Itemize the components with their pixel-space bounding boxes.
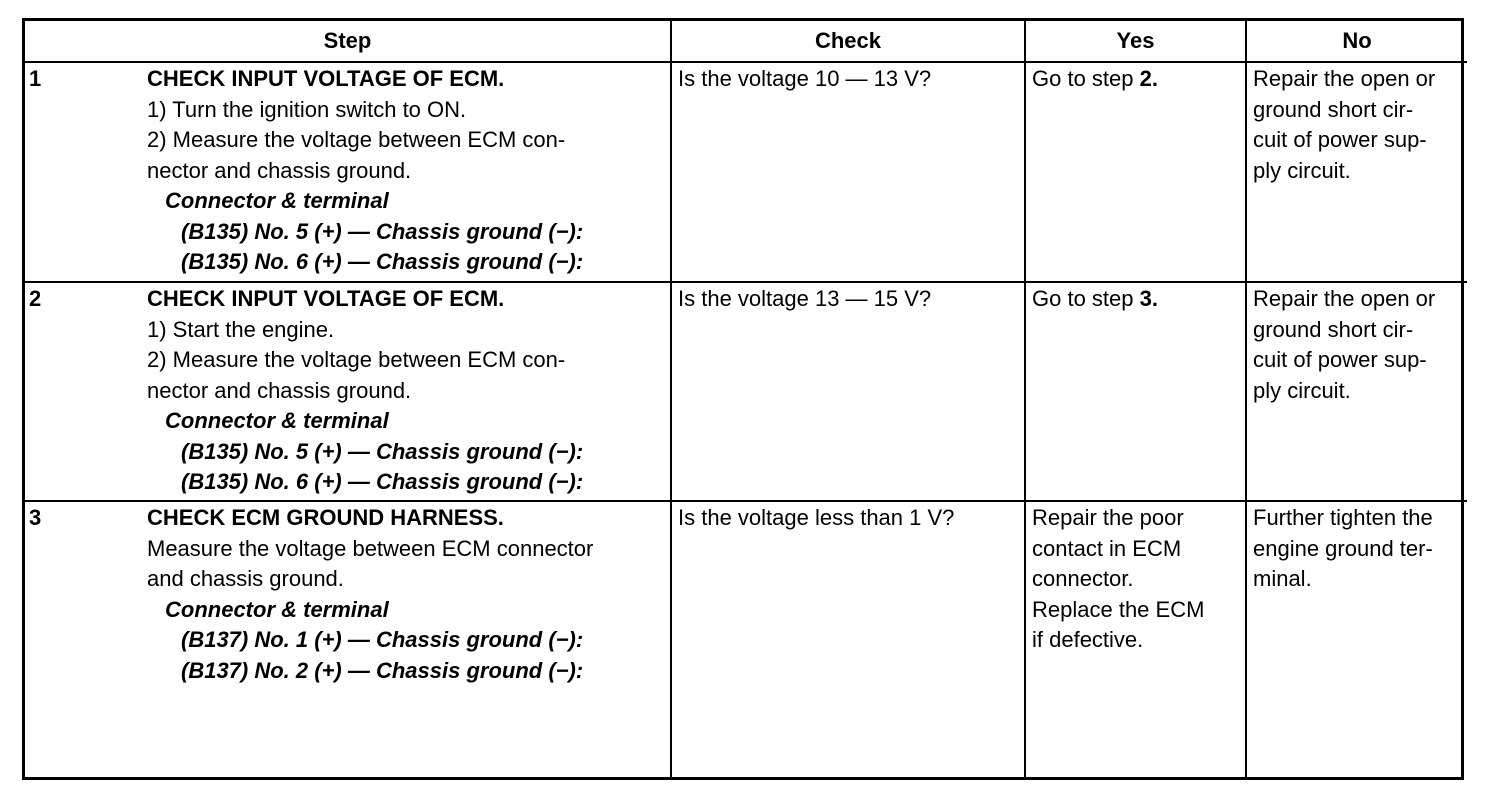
- connector-heading: Connector & terminal: [165, 188, 389, 213]
- no-action-line: Repair the open or: [1253, 286, 1436, 311]
- diagnostic-table-frame: [22, 18, 1464, 780]
- diagnostic-table: [25, 21, 1467, 777]
- terminal-spec: (B135) No. 6 (+) — Chassis ground (−):: [181, 469, 584, 494]
- check-cell: [671, 282, 1025, 501]
- step-number: 1: [29, 66, 42, 91]
- no-action-line: minal.: [1253, 566, 1312, 591]
- table-row: [25, 62, 1467, 282]
- instruction-line: 1) Start the engine.: [147, 316, 335, 342]
- instruction-line: 2) Measure the voltage between ECM con-: [147, 127, 566, 152]
- check-cell: [671, 501, 1025, 777]
- terminal-spec: (B137) No. 1 (+) — Chassis ground (−):: [181, 627, 584, 652]
- no-action-line: ground short cir-: [1253, 96, 1414, 122]
- no-cell: [1246, 282, 1467, 501]
- yes-action-text: Go to step: [1032, 66, 1140, 91]
- connector-heading: Connector & terminal: [165, 408, 389, 433]
- step-title: CHECK ECM GROUND HARNESS.: [147, 505, 504, 530]
- terminal-spec: (B137) No. 2 (+) — Chassis ground (−):: [181, 657, 584, 683]
- no-action-line: Repair the open or: [1253, 66, 1436, 91]
- yes-step-ref: 2.: [1139, 66, 1158, 91]
- check-question: Is the voltage less than 1 V?: [678, 505, 955, 530]
- header-row: [25, 21, 1467, 62]
- yes-cell: [1025, 282, 1246, 501]
- instruction-line: 2) Measure the voltage between ECM con-: [147, 347, 566, 372]
- no-action-line: ground short cir-: [1253, 316, 1414, 342]
- yes-cell: [1025, 501, 1246, 777]
- step-cell: [25, 62, 671, 282]
- yes-action-line: Repair the poor: [1032, 505, 1184, 530]
- step-number: 3: [29, 505, 42, 530]
- step-body: [147, 503, 662, 686]
- yes-action-line: Replace the ECM: [1032, 596, 1205, 622]
- step-body: [147, 64, 662, 278]
- terminal-spec: (B135) No. 5 (+) — Chassis ground (−):: [181, 218, 584, 244]
- no-action-line: Further tighten the: [1253, 505, 1433, 530]
- header-yes: Yes: [1025, 21, 1246, 62]
- yes-action: [1032, 64, 1239, 95]
- step-body: [147, 284, 662, 498]
- no-action-line: ply circuit.: [1253, 377, 1351, 403]
- yes-action-line: if defective.: [1032, 627, 1144, 652]
- yes-action: [1032, 284, 1239, 315]
- check-question: Is the voltage 10 — 13 V?: [678, 66, 932, 91]
- terminal-spec: (B135) No. 5 (+) — Chassis ground (−):: [181, 438, 584, 464]
- no-action-line: ply circuit.: [1253, 157, 1351, 183]
- no-cell: [1246, 62, 1467, 282]
- step-number: 2: [29, 286, 42, 311]
- check-cell: [671, 62, 1025, 282]
- check-question: Is the voltage 13 — 15 V?: [678, 286, 932, 311]
- instruction-line: 1) Turn the ignition switch to ON.: [147, 96, 467, 122]
- step-cell: [25, 282, 671, 501]
- table-row: [25, 501, 1467, 777]
- step-title: CHECK INPUT VOLTAGE OF ECM.: [147, 66, 505, 91]
- no-action-line: cuit of power sup-: [1253, 347, 1427, 372]
- yes-action-line: connector.: [1032, 566, 1134, 591]
- instruction-line: and chassis ground.: [147, 566, 344, 591]
- no-action-line: engine ground ter-: [1253, 535, 1433, 561]
- no-action-line: cuit of power sup-: [1253, 127, 1427, 152]
- header-check: Check: [671, 21, 1025, 62]
- terminal-spec: (B135) No. 6 (+) — Chassis ground (−):: [181, 249, 584, 274]
- yes-action-text: Go to step: [1032, 286, 1140, 311]
- step-cell: [25, 501, 671, 777]
- yes-action-line: contact in ECM: [1032, 535, 1182, 561]
- table-row: [25, 282, 1467, 501]
- instruction-line: Measure the voltage between ECM connector: [147, 535, 594, 561]
- no-cell: [1246, 501, 1467, 777]
- yes-step-ref: 3.: [1139, 286, 1158, 311]
- instruction-line: nector and chassis ground.: [147, 377, 412, 403]
- step-title: CHECK INPUT VOLTAGE OF ECM.: [147, 286, 505, 311]
- instruction-line: nector and chassis ground.: [147, 157, 412, 183]
- header-no: No: [1246, 21, 1467, 62]
- header-step: Step: [25, 21, 671, 62]
- yes-cell: [1025, 62, 1246, 282]
- connector-heading: Connector & terminal: [165, 596, 389, 622]
